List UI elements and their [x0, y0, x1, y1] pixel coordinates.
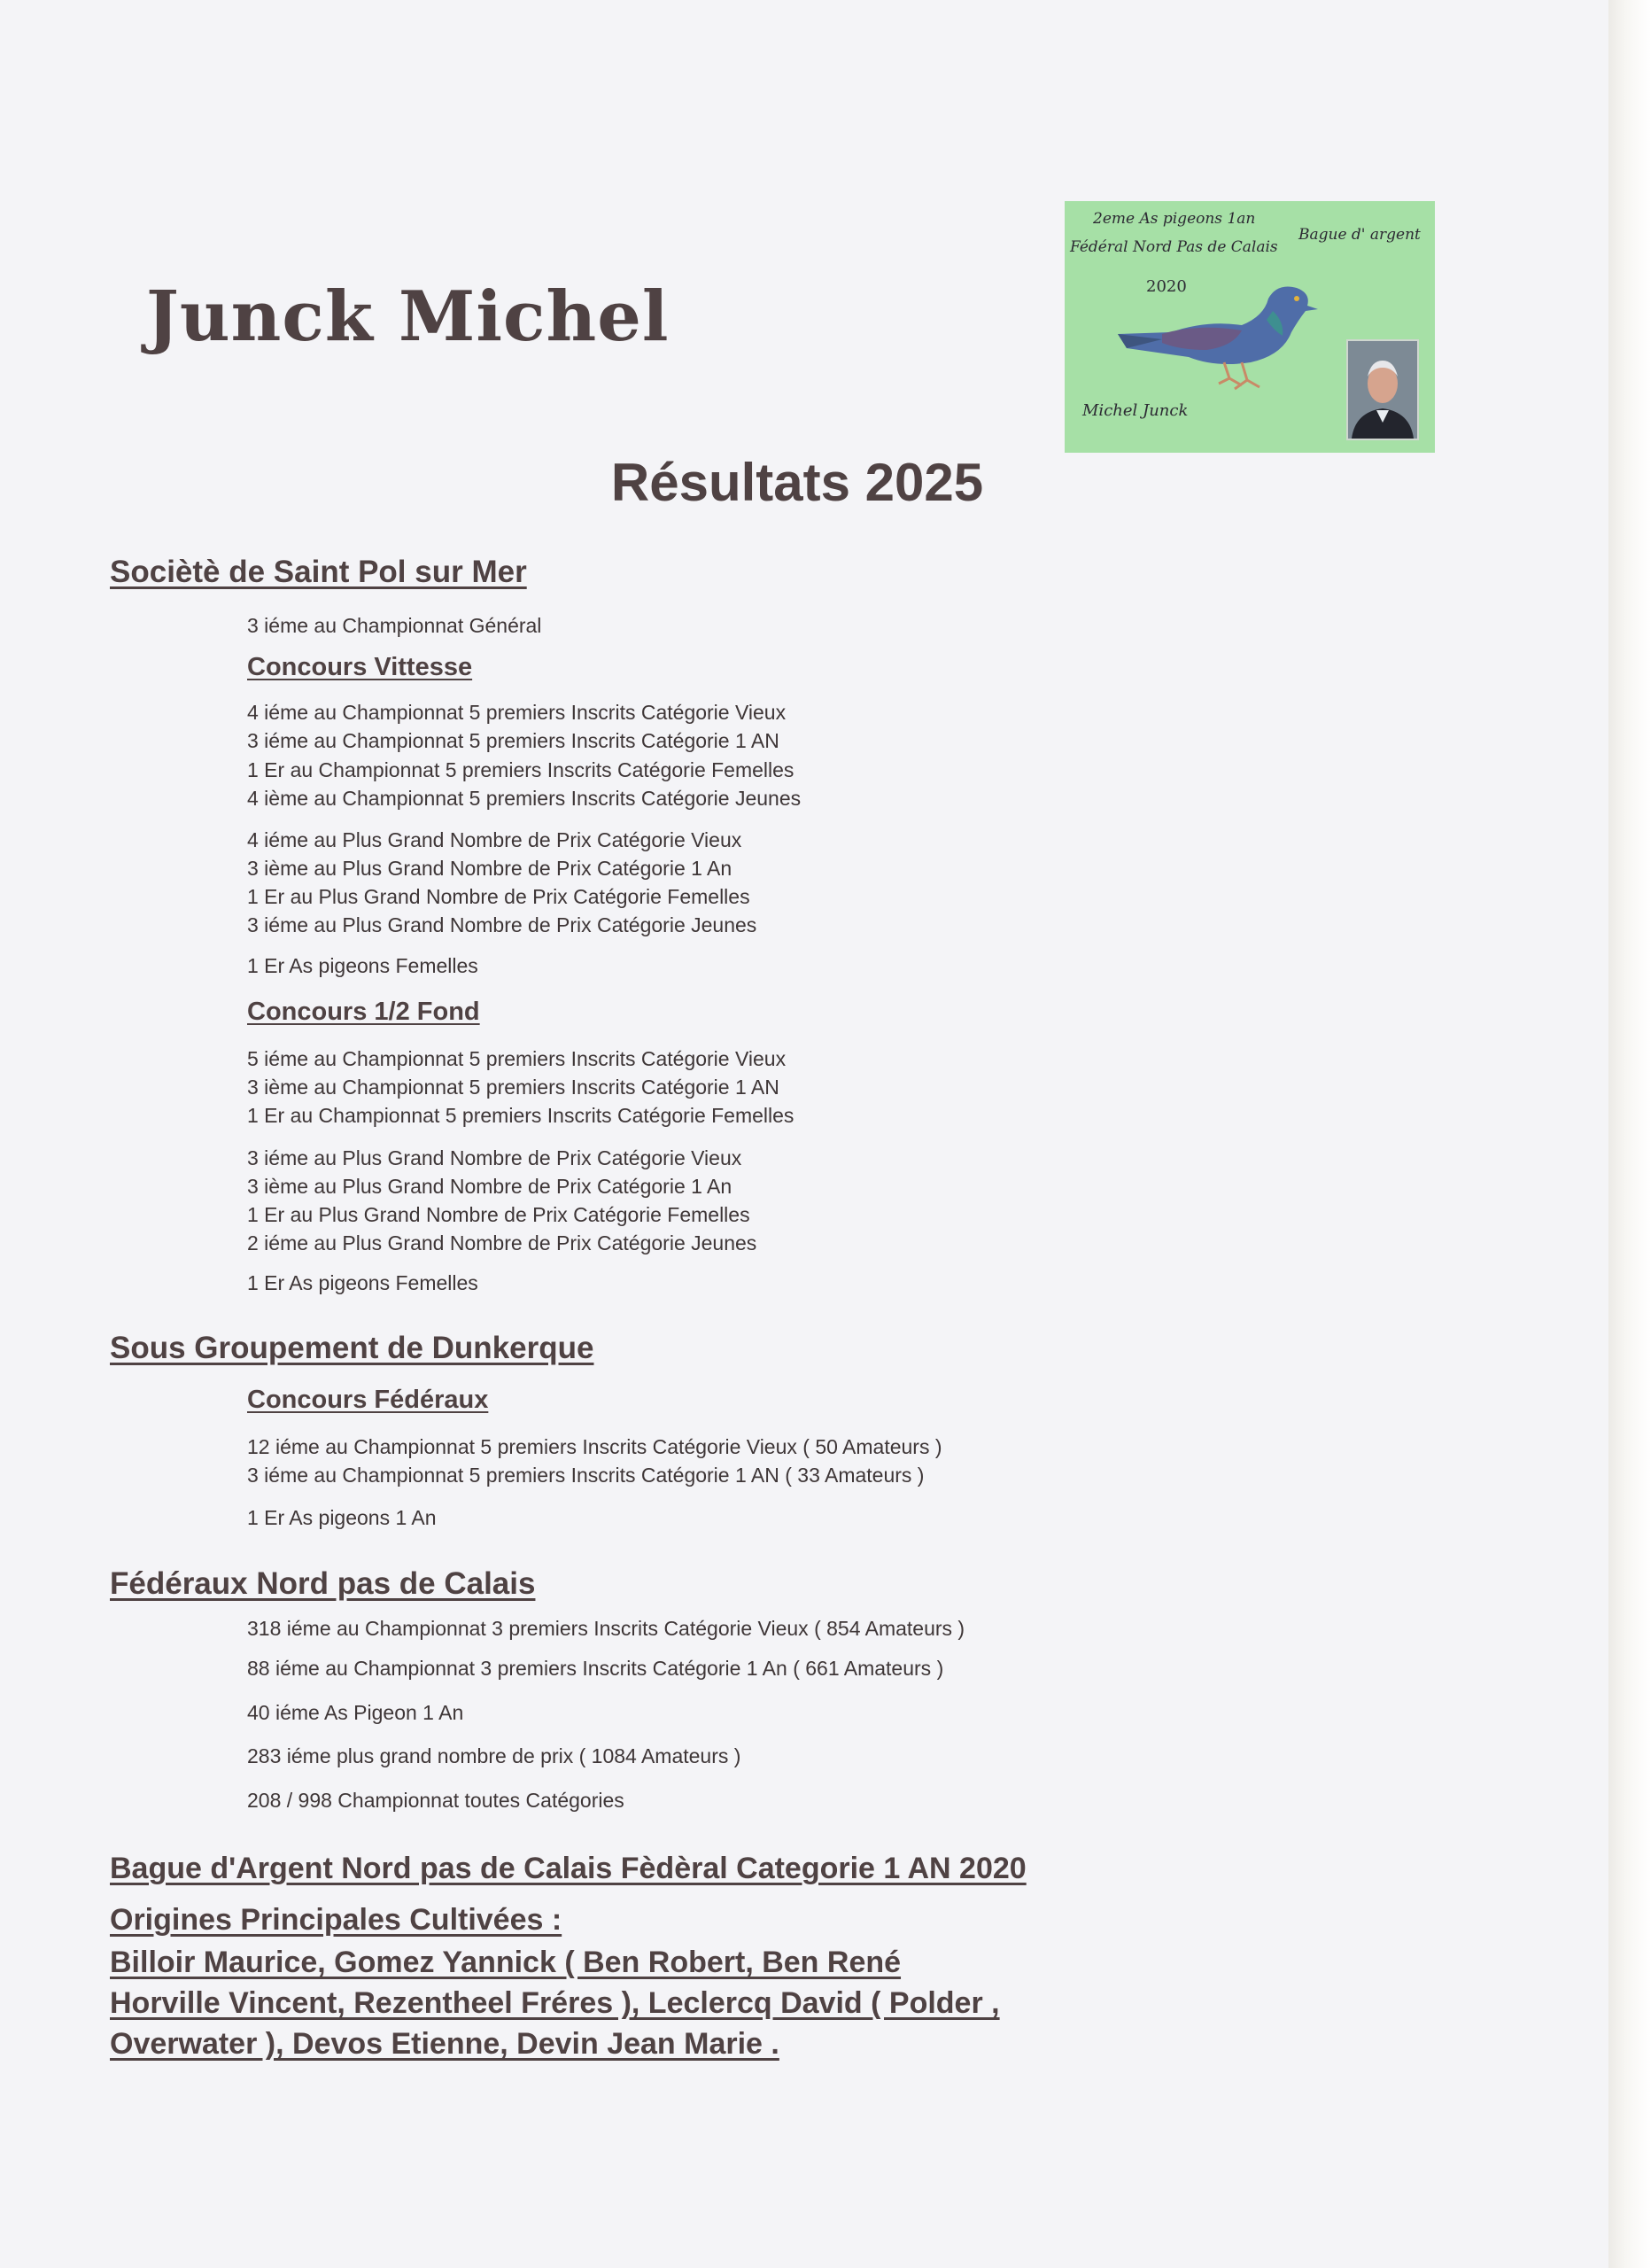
badge-award: Bague d' argent: [1298, 226, 1421, 244]
result-line: 1 Er au Championnat 5 premiers Inscrits Catégorie Femelles: [247, 1104, 794, 1127]
result-line: 3 iéme au Championnat Général: [247, 614, 542, 637]
section-heading-nord-pas-de-calais: Fédéraux Nord pas de Calais: [110, 1566, 536, 1601]
sub-heading-vitesse: Concours Vittesse: [247, 653, 473, 681]
badge-year: 2020: [1146, 277, 1187, 296]
sub-heading-demi-fond: Concours 1/2 Fond: [247, 998, 480, 1026]
result-line: 1 Er As pigeons 1 An: [247, 1506, 437, 1529]
result-line: 3 iéme au Plus Grand Nombre de Prix Catégorie Jeunes: [247, 913, 757, 936]
result-line: 2 iéme au Plus Grand Nombre de Prix Catégorie Jeunes: [247, 1231, 757, 1254]
silver-ring-statement: Bague d'Argent Nord pas de Calais Fèdèral Categorie 1 AN 2020: [110, 1852, 1027, 1885]
section-heading-saint-pol: Sociètè de Saint Pol sur Mer: [110, 555, 527, 589]
result-line: 283 iéme plus grand nombre de prix ( 1084 Amateurs ): [247, 1744, 741, 1767]
badge-line-2: Fédéral Nord Pas de Calais: [1070, 238, 1278, 256]
result-line: 3 iéme au Championnat 5 premiers Inscrits Catégorie 1 AN ( 33 Amateurs ): [247, 1464, 925, 1487]
origins-line: Overwater ), Devos Etienne, Devin Jean Marie .: [110, 2027, 779, 2061]
result-line: 88 iéme au Championnat 3 premiers Inscrits Catégorie 1 An ( 661 Amateurs ): [247, 1657, 944, 1680]
result-line: 4 iéme au Plus Grand Nombre de Prix Catégorie Vieux: [247, 828, 742, 851]
result-line: 12 iéme au Championnat 5 premiers Inscrits Catégorie Vieux ( 50 Amateurs ): [247, 1435, 942, 1458]
result-line: 1 Er au Plus Grand Nombre de Prix Catégorie Femelles: [247, 885, 750, 908]
result-line: 5 iéme au Championnat 5 premiers Inscrits Catégorie Vieux: [247, 1047, 787, 1070]
sub-heading-federaux: Concours Fédéraux: [247, 1386, 489, 1414]
result-line: 318 iéme au Championnat 3 premiers Inscrits Catégorie Vieux ( 854 Amateurs ): [247, 1617, 965, 1640]
result-line: 3 ième au Plus Grand Nombre de Prix Catégorie 1 An: [247, 857, 732, 880]
result-line: 1 Er As pigeons Femelles: [247, 954, 478, 977]
result-line: 3 iéme au Championnat 5 premiers Inscrits Catégorie 1 AN: [247, 729, 779, 752]
section-heading-dunkerque: Sous Groupement de Dunkerque: [110, 1331, 594, 1365]
result-line: 4 iéme au Championnat 5 premiers Inscrits Catégorie Vieux: [247, 701, 787, 724]
result-line: 208 / 998 Championnat toutes Catégories: [247, 1789, 624, 1812]
owner-name: Junck Michel: [146, 276, 670, 357]
result-line: 1 Er au Championnat 5 premiers Inscrits Catégorie Femelles: [247, 758, 794, 781]
origins-line: Horville Vincent, Rezentheel Fréres ), Leclercq David ( Polder ,: [110, 1986, 1000, 2020]
result-line: 1 Er As pigeons Femelles: [247, 1271, 478, 1294]
origins-line: Billoir Maurice, Gomez Yannick ( Ben Robert, Ben René: [110, 1946, 902, 1979]
result-line: 40 iéme As Pigeon 1 An: [247, 1701, 464, 1724]
result-line: 4 ième au Championnat 5 premiers Inscrits Catégorie Jeunes: [247, 787, 802, 810]
badge-line-1: 2eme As pigeons 1an: [1093, 210, 1256, 228]
result-line: 3 ième au Plus Grand Nombre de Prix Catégorie 1 An: [247, 1175, 732, 1198]
page-title: Résultats 2025: [610, 453, 984, 512]
badge-signature: Michel Junck: [1082, 401, 1189, 420]
origins-heading: Origines Principales Cultivées :: [110, 1903, 562, 1937]
result-line: 3 ième au Championnat 5 premiers Inscrits Catégorie 1 AN: [247, 1076, 779, 1099]
result-line: 1 Er au Plus Grand Nombre de Prix Catégorie Femelles: [247, 1203, 750, 1226]
result-line: 3 iéme au Plus Grand Nombre de Prix Catégorie Vieux: [247, 1146, 742, 1169]
